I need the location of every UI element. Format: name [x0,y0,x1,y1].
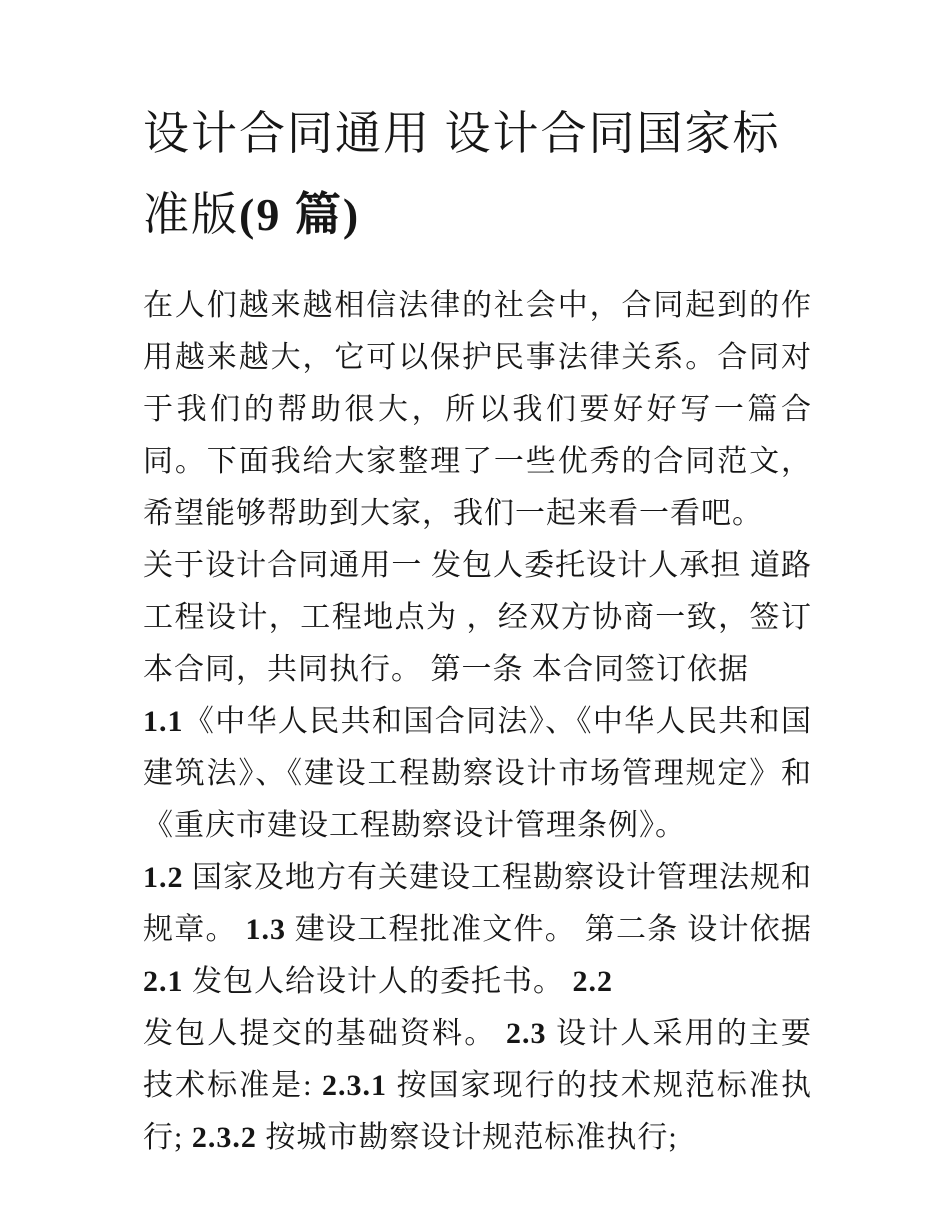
document-title [143,93,812,255]
text-run: 关于设计合同通用一 发包人委托设计人承担 道路工程设计，工程地点为 ，经双方协商一致，签订本合同，共同执行。 第一条 本合同签订依据 [143,549,812,686]
clause-number-run: 2.3 [506,1017,547,1050]
text-run: 建设工程批准文件。 第二条 设计依据 [286,913,812,946]
text-run: 国家及地方有关建设工程勘察设计管理法规和规章。 [143,861,812,946]
clause-number-run: 2.3.2 [191,1121,257,1154]
clause-number-run: 2.3.1 [322,1069,388,1102]
text-run: 《中华人民共和国合同法》、《中华人民共和国建筑法》、《建设工程勘察设计市场管理规定》和《重庆市建设工程勘察设计管理条例》。 [143,705,812,842]
text-run: 设计人采用的主要技术标准是: [143,1017,812,1102]
clause-number-run: 1.3 [245,913,286,946]
paragraph-intro [143,280,812,540]
clause-number-run: 2.1 [143,965,184,998]
title-text-run: 设计合同通用 设计合同国家标准版 [143,108,781,240]
title-count-run: (9 篇) [239,189,361,240]
paragraph-clause-1-1 [143,696,812,852]
text-run: 按城市勘察设计规范标准执行; [256,1121,678,1154]
paragraph-clause-1-2 [143,852,812,1008]
text-run: 在人们越来越相信法律的社会中，合同起到的作用越来越大，它可以保护民事法律关系。合同对于我们的帮助很大，所以我们要好好写一篇合同。下面我给大家整理了一些优秀的合同范文，希望能够帮助到大家，我们一起来看一看吧。 [143,289,812,530]
text-run: 发包人提交的基础资料。 [143,1017,506,1050]
text-run: 发包人给设计人的委托书。 [183,965,573,998]
clause-number-run: 1.2 [143,861,184,894]
paragraph-clause-2-2 [143,1008,812,1164]
text-run: 按国家现行的技术规范标准执行; [143,1069,812,1154]
clause-number-run: 2.2 [572,965,613,998]
paragraph-contract-opening [143,540,812,696]
clause-number-run: 1.1 [143,705,184,738]
